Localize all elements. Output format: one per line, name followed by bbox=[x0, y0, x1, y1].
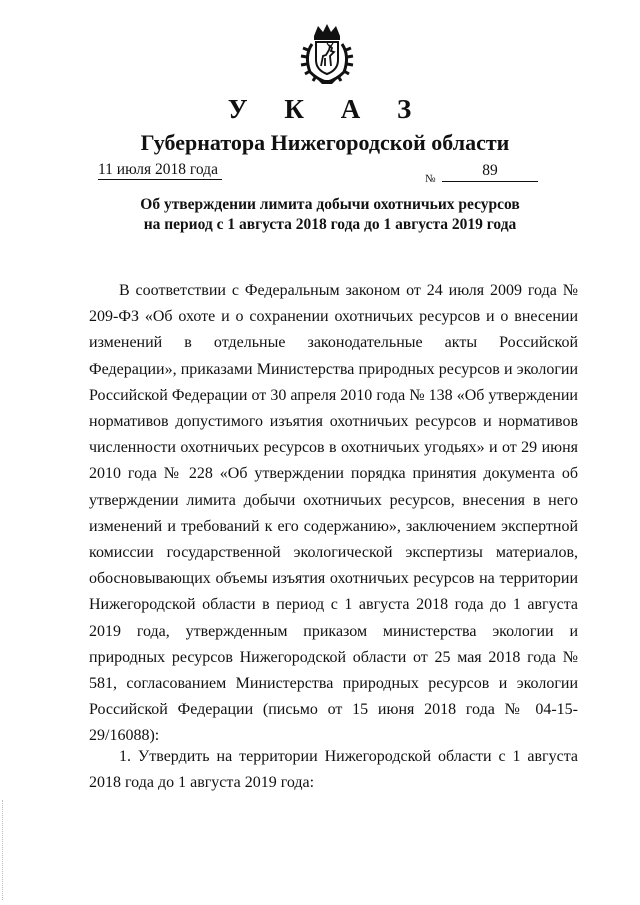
document-title: У К А З bbox=[227, 94, 427, 124]
decree-subject bbox=[0, 195, 640, 235]
clause-1-paragraph: 1. Утвердить на территории Нижегородской области с 1 августа 2018 года до 1 августа 2019 года: bbox=[89, 748, 578, 792]
subject-line-1: Об утверждении лимита добычи охотничьих ресурсов bbox=[140, 196, 520, 213]
decree-number: 89 bbox=[442, 162, 538, 182]
coat-of-arms-icon bbox=[296, 22, 358, 86]
scan-margin-marks bbox=[2, 800, 5, 900]
document-subtitle: Губернатора Нижегородской области bbox=[140, 130, 510, 155]
subject-line-2: на период с 1 августа 2018 года до 1 августа 2019 года bbox=[143, 216, 517, 233]
preamble-paragraph: В соответствии с Федеральным законом от 24 июля 2009 года № 209-ФЗ «Об охоте и о сохранении охотничьих ресурсов и о внесении изменений в отдельные законодательные акты Российской Федерации», приказами Министерства природных ресурсов и экологии Российской Федерации от 30 апреля 2010 года № 138 «Об утверждении нормативов допустимого изъятия охотничьих ресурсов и нормативов численности охотничьих ресурсов в охотничьих угодьях» и от 29 июня 2010 года № 228 «Об утверждении порядка принятия документа об утверждении лимита добычи охотничьих ресурсов, внесения в него изменений и требований к его содержанию», заключением экспертной комиссии государственной экологической экспертизы материалов, обосновывающих объемы изъятия охотничьих ресурсов на территории Нижегородской области в период с 1 августа 2018 года до 1 августа 2019 года, утвержденным приказом министерства экологии и природных ресурсов Нижегородской области от 25 мая 2018 года № 581, согласованием Министерства природных ресурсов и экологии Российской Федерации (письмо от 15 июня 2018 года № 04-15-29/16088): bbox=[89, 282, 578, 745]
number-label: № bbox=[425, 173, 436, 185]
decree-date: 11 июля 2018 года bbox=[98, 161, 222, 180]
